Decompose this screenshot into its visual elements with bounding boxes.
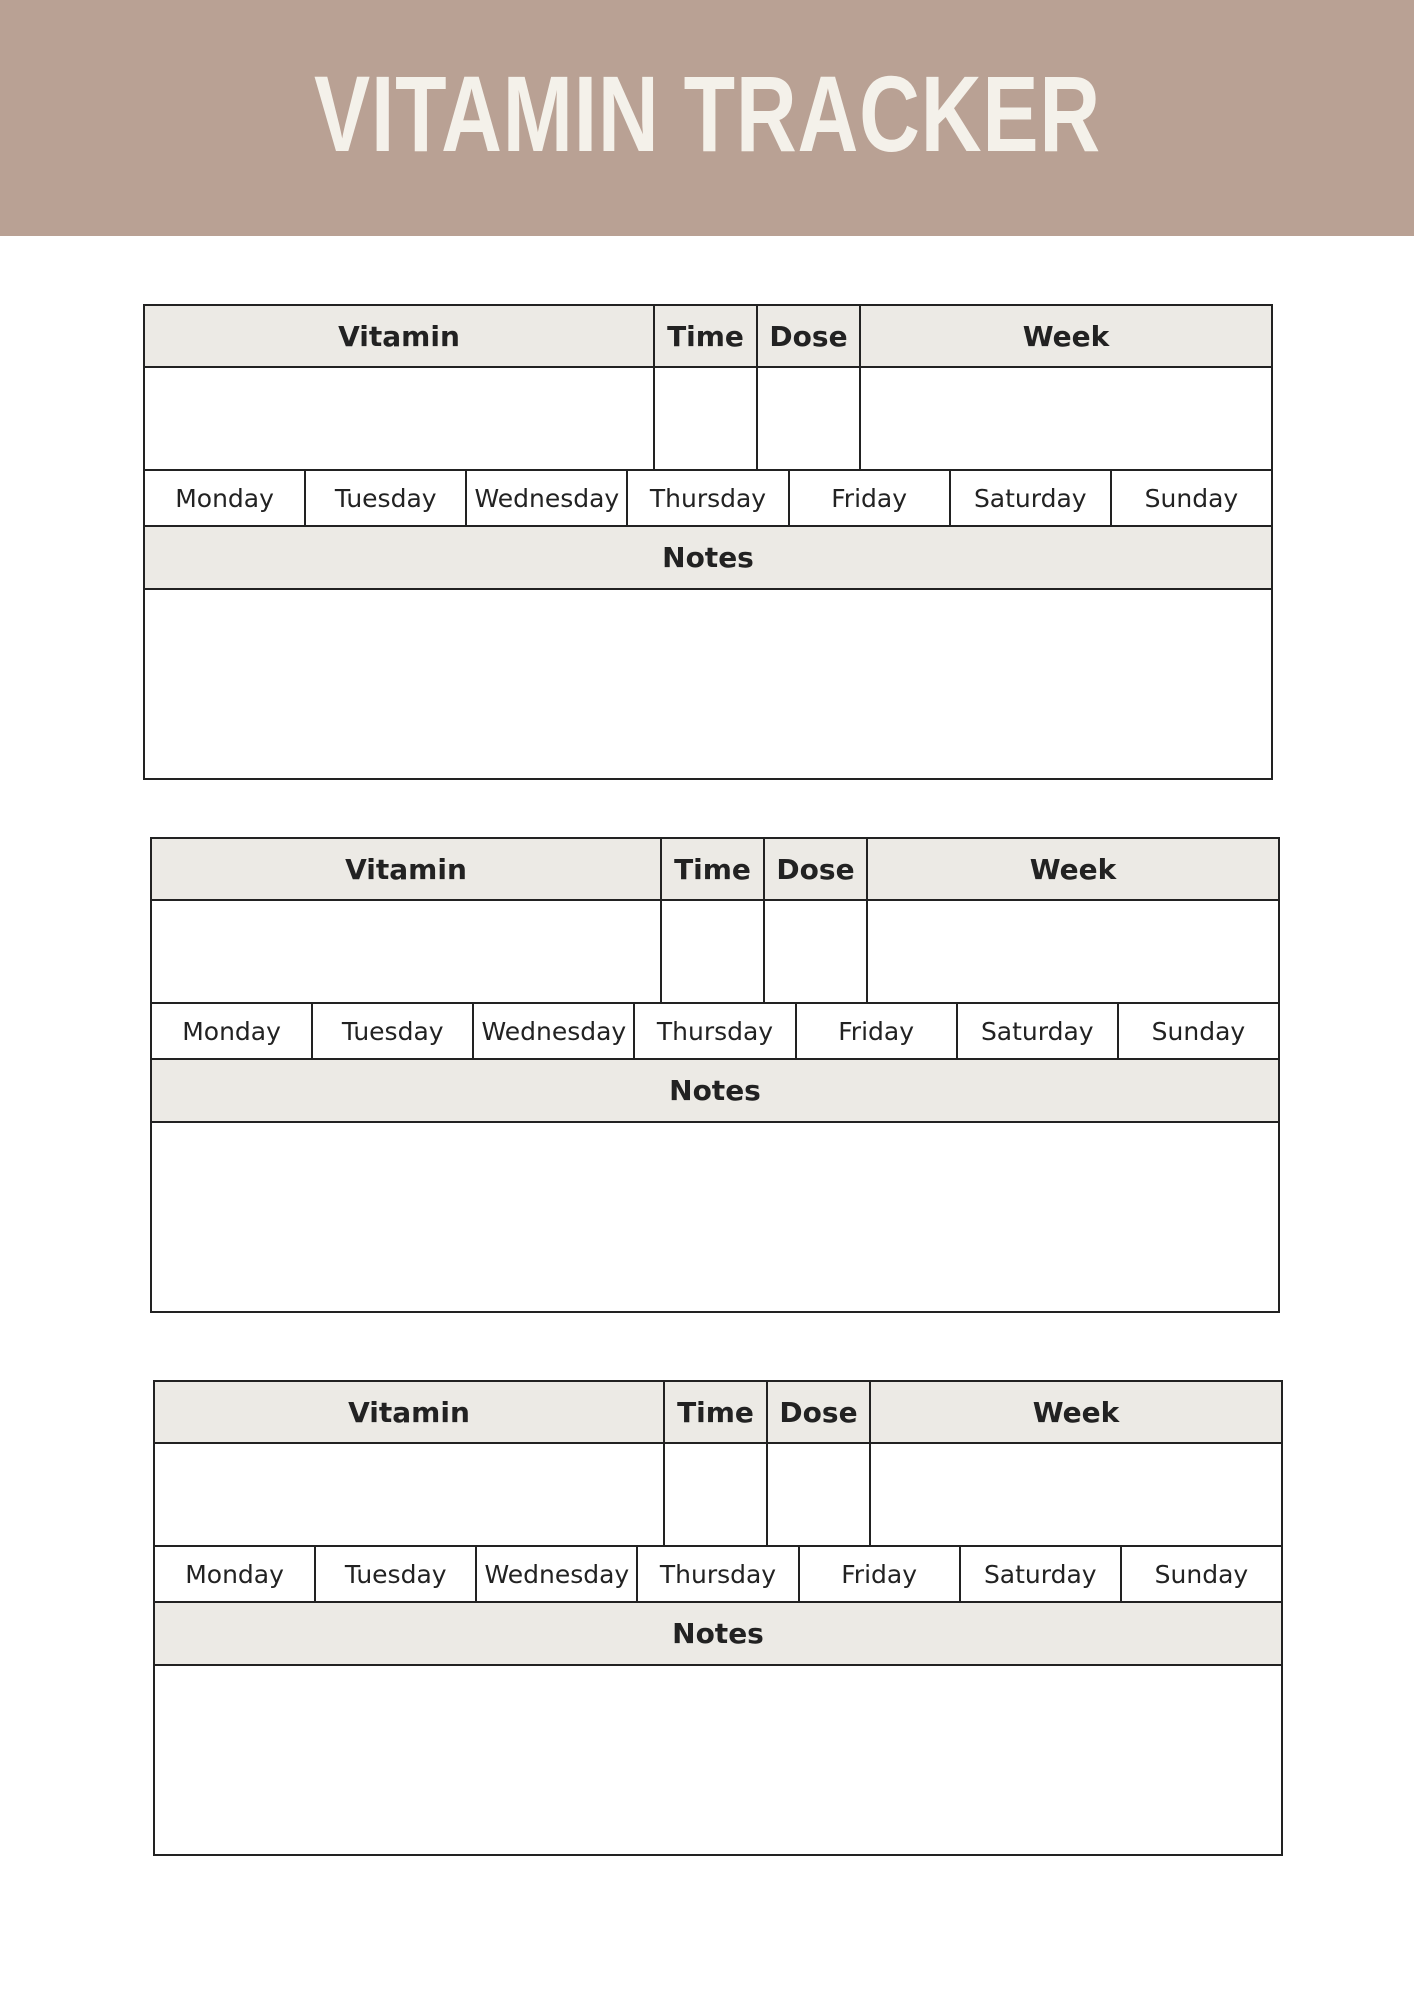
day-cell-sunday[interactable]: Sunday xyxy=(1144,483,1239,513)
day-cell-thursday[interactable]: Thursday xyxy=(635,1004,796,1058)
tracker-header-row xyxy=(145,306,1271,368)
vitamin-header: Vitamin xyxy=(152,839,662,899)
dose-entry-cell[interactable] xyxy=(758,368,861,469)
notes-header-row xyxy=(155,1603,1281,1666)
day-cell-saturday[interactable]: Saturday xyxy=(951,471,1112,525)
dose-entry-cell[interactable] xyxy=(768,1444,871,1545)
notes-header: Notes xyxy=(669,1074,761,1107)
week-header: Week xyxy=(1029,852,1117,886)
notes-header-row xyxy=(152,1060,1278,1123)
dose-entry-cell[interactable] xyxy=(765,901,868,1002)
entry-row xyxy=(155,1444,1281,1547)
time-header: Time xyxy=(655,306,758,366)
day-cell-monday[interactable]: Monday xyxy=(145,471,306,525)
week-entry-cell[interactable] xyxy=(868,901,1278,1002)
header-band xyxy=(0,0,1414,236)
day-cell-thursday[interactable]: Thursday xyxy=(628,471,789,525)
time-entry-cell[interactable] xyxy=(662,901,765,1002)
vitamin-entry-cell[interactable] xyxy=(152,901,662,1002)
week-entry-cell[interactable] xyxy=(871,1444,1281,1545)
tracker-table-1 xyxy=(143,304,1273,780)
time-entry-cell[interactable] xyxy=(655,368,758,469)
days-row xyxy=(152,1004,1278,1060)
entry-row xyxy=(145,368,1271,471)
day-cell-monday[interactable]: Monday xyxy=(155,1547,316,1601)
tracker-header-row xyxy=(155,1382,1281,1444)
day-cell-tuesday[interactable]: Tuesday xyxy=(306,471,467,525)
tracker-table-3 xyxy=(153,1380,1283,1856)
day-cell-wednesday[interactable]: Wednesday xyxy=(477,1547,638,1601)
time-header: Time xyxy=(662,839,765,899)
dose-header: Dose xyxy=(765,839,868,899)
day-cell-tuesday[interactable]: Tuesday xyxy=(313,1004,474,1058)
days-row xyxy=(155,1547,1281,1603)
day-cell-sunday[interactable]: Sunday xyxy=(1154,1559,1249,1589)
vitamin-header: Vitamin xyxy=(145,306,655,366)
day-cell-friday[interactable]: Friday xyxy=(800,1547,961,1601)
week-entry-cell[interactable] xyxy=(861,368,1271,469)
notes-header: Notes xyxy=(662,541,754,574)
day-cell-monday[interactable]: Monday xyxy=(152,1004,313,1058)
day-cell-sunday[interactable]: Sunday xyxy=(1151,1016,1246,1046)
dose-header: Dose xyxy=(758,306,861,366)
notes-area[interactable] xyxy=(155,1666,1281,1854)
time-entry-cell[interactable] xyxy=(665,1444,768,1545)
day-cell-tuesday[interactable]: Tuesday xyxy=(316,1547,477,1601)
notes-header-row xyxy=(145,527,1271,590)
day-cell-wednesday[interactable]: Wednesday xyxy=(474,1004,635,1058)
tracker-header-row xyxy=(152,839,1278,901)
tracker-table-2 xyxy=(150,837,1280,1313)
vitamin-entry-cell[interactable] xyxy=(145,368,655,469)
days-row xyxy=(145,471,1271,527)
entry-row xyxy=(152,901,1278,1004)
vitamin-header: Vitamin xyxy=(155,1382,665,1442)
day-cell-wednesday[interactable]: Wednesday xyxy=(467,471,628,525)
time-header: Time xyxy=(665,1382,768,1442)
week-header: Week xyxy=(1022,319,1110,353)
vitamin-entry-cell[interactable] xyxy=(155,1444,665,1545)
dose-header: Dose xyxy=(768,1382,871,1442)
day-cell-thursday[interactable]: Thursday xyxy=(638,1547,799,1601)
notes-header: Notes xyxy=(672,1617,764,1650)
week-header: Week xyxy=(1032,1395,1120,1429)
day-cell-friday[interactable]: Friday xyxy=(790,471,951,525)
day-cell-friday[interactable]: Friday xyxy=(797,1004,958,1058)
day-cell-saturday[interactable]: Saturday xyxy=(961,1547,1122,1601)
day-cell-saturday[interactable]: Saturday xyxy=(958,1004,1119,1058)
notes-area[interactable] xyxy=(152,1123,1278,1311)
page-title: VITAMIN TRACKER xyxy=(313,52,1101,174)
notes-area[interactable] xyxy=(145,590,1271,778)
